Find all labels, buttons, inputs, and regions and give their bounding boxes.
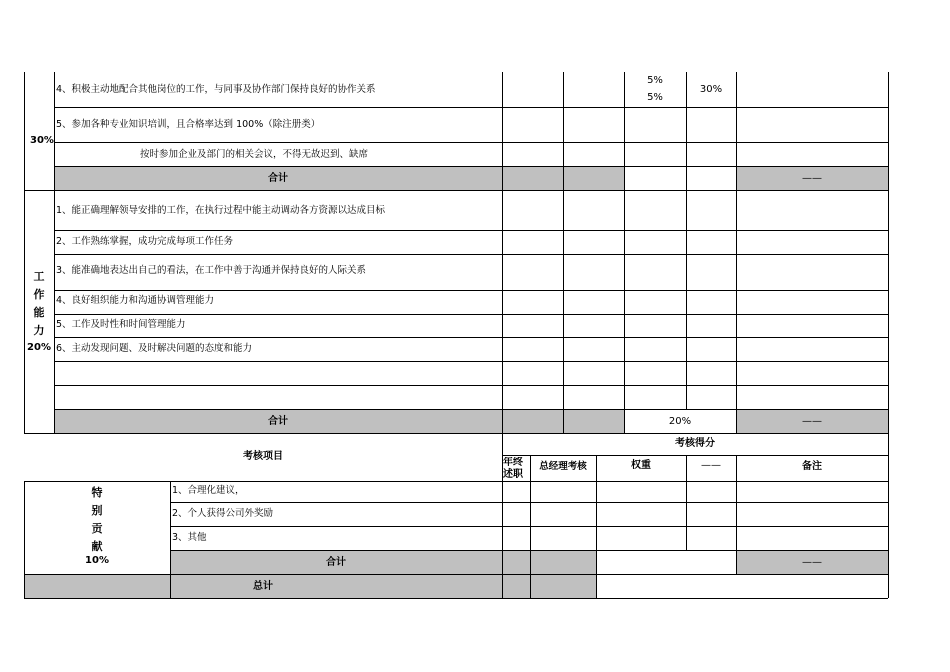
special-title-char-1: 特 <box>91 486 103 499</box>
ability-title-char-3: 能 <box>33 306 45 319</box>
top-subtotal-dash: —— <box>802 173 822 184</box>
header-col-year-end-line1: 年终 <box>503 457 523 468</box>
top-item-5: 5、参加各种专业知识培训，且合格率达到 100%（除注册类） <box>56 119 321 130</box>
header-score-label: 考核得分 <box>675 438 715 449</box>
special-section-title <box>92 484 103 556</box>
grand-total-fill <box>24 574 597 598</box>
ability-title-char-4: 力 <box>33 324 45 337</box>
top-row4-weight-b: 5% <box>647 92 663 103</box>
ability-section-title <box>34 268 45 340</box>
ability-title-char-1: 工 <box>33 270 45 283</box>
header-item-label: 考核项目 <box>243 451 283 462</box>
special-item-1: 1、合理化建议， <box>172 485 245 496</box>
special-subtotal-dash: —— <box>802 557 822 568</box>
ability-section-weight: 20% <box>27 342 51 353</box>
top-item-4: 4、积极主动地配合其他岗位的工作，与同事及协作部门保持良好的协作关系 <box>56 84 376 95</box>
top-item-meeting: 按时参加企业及部门的相关会议，不得无故迟到、缺席 <box>140 149 369 160</box>
top-subtotal-label: 合计 <box>268 173 288 184</box>
header-col-gm: 总经理考核 <box>539 461 587 472</box>
grand-total-label: 总计 <box>253 581 273 592</box>
top-row4-score: 30% <box>699 84 723 95</box>
special-title-char-3: 贡 <box>91 522 103 535</box>
ability-item-6: 6、主动发现问题、及时解决问题的态度和能力 <box>56 343 253 354</box>
ability-item-2: 2、工作熟练掌握，成功完成每项工作任务 <box>56 236 234 247</box>
ability-item-3: 3、能准确地表达出自己的看法，在工作中善于沟通并保持良好的人际关系 <box>56 265 367 276</box>
top-section-weight: 30% <box>30 135 54 146</box>
ability-item-1: 1、能正确理解领导安排的工作，在执行过程中能主动调动各方资源以达成目标 <box>56 205 386 216</box>
header-col-dash: —— <box>701 460 721 471</box>
header-col-remarks: 备注 <box>802 461 822 472</box>
special-title-char-4: 献 <box>91 540 103 553</box>
special-title-char-2: 别 <box>91 504 103 517</box>
ability-subtotal-fill <box>55 409 624 433</box>
top-row4-weight-a: 5% <box>647 75 663 86</box>
special-section-weight: 10% <box>85 555 109 566</box>
ability-subtotal-label: 合计 <box>268 416 288 427</box>
ability-item-4: 4、良好组织能力和沟通协调管理能力 <box>56 295 215 306</box>
special-subtotal-fill <box>171 550 597 574</box>
header-col-year-end <box>503 457 530 481</box>
ability-title-char-2: 作 <box>33 288 45 301</box>
special-item-3: 3、其他 <box>172 532 207 543</box>
header-col-year-end-line2: 述职 <box>503 469 523 480</box>
ability-subtotal-weight: 20% <box>668 416 692 427</box>
special-subtotal-label: 合计 <box>326 557 346 568</box>
header-col-weight: 权重 <box>631 460 651 471</box>
ability-item-5: 5、工作及时性和时间管理能力 <box>56 319 186 330</box>
top-subtotal-fill <box>55 166 624 190</box>
ability-subtotal-dash: —— <box>802 416 822 427</box>
special-item-2: 2、个人获得公司外奖励 <box>172 508 274 519</box>
